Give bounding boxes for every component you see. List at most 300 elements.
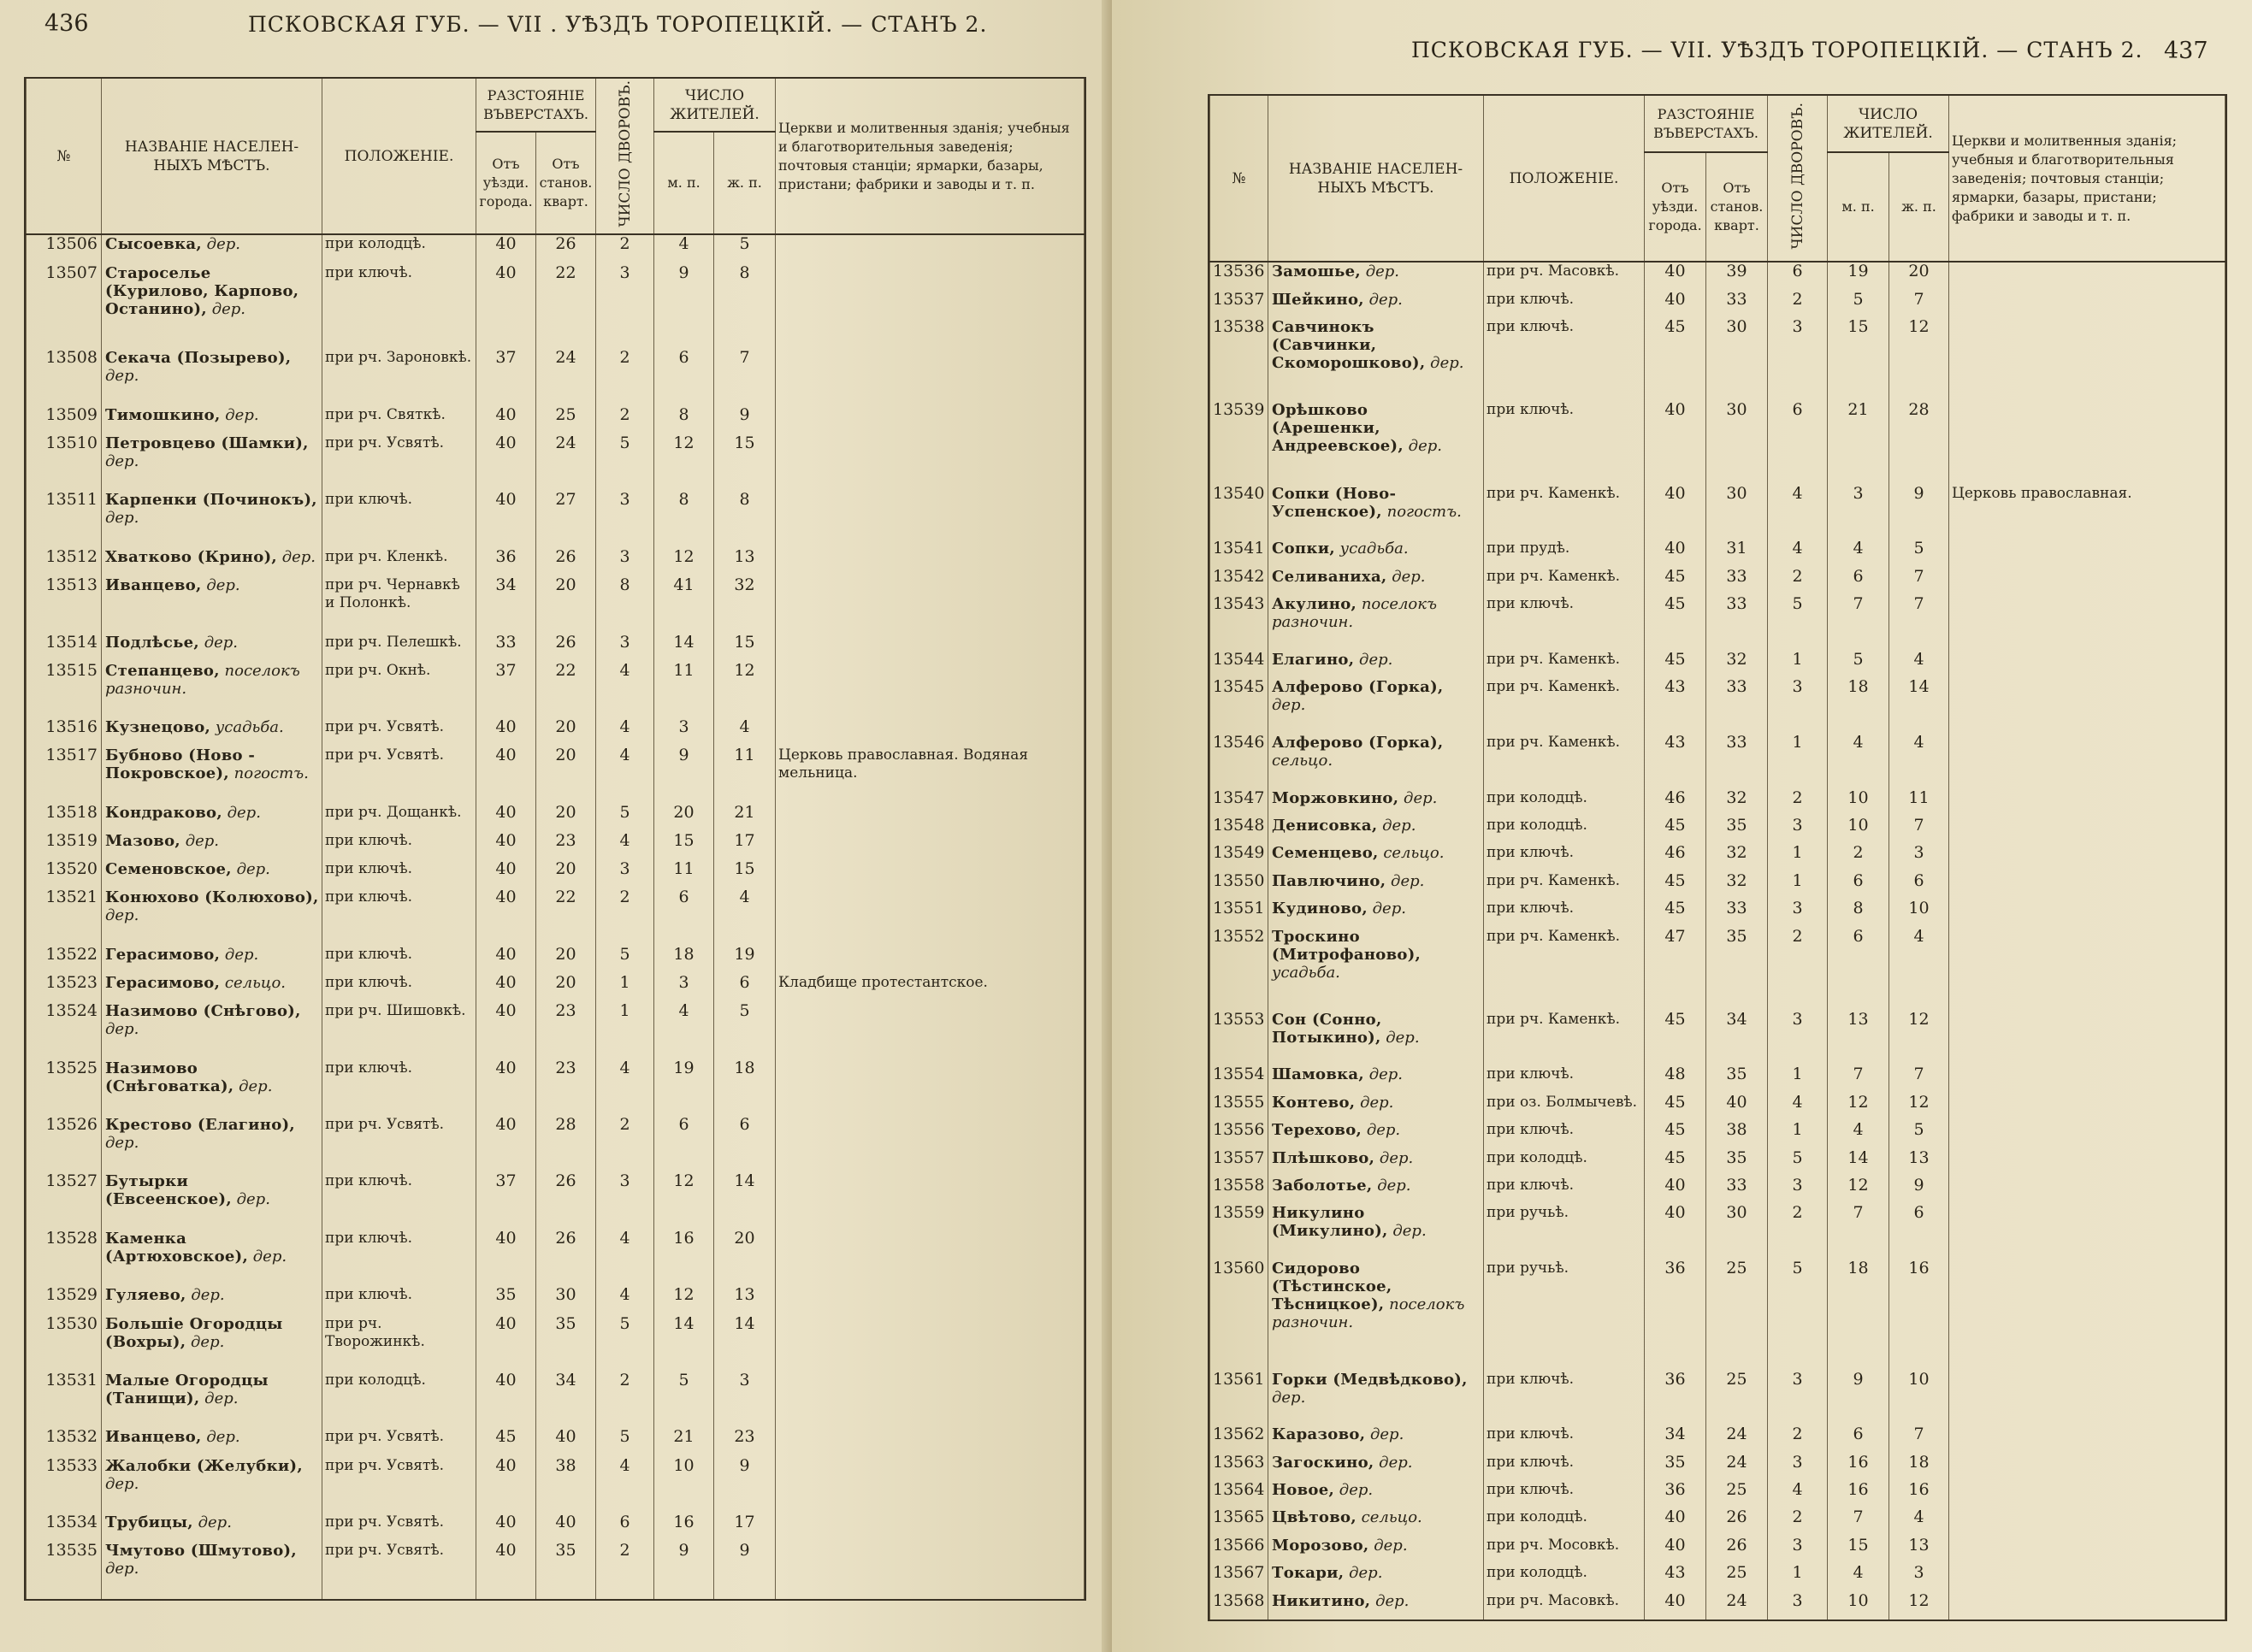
distance-stan: 35 [536,1315,596,1372]
table-row [1210,401,2225,484]
table-row [27,548,1085,576]
distance-stan: 24 [536,434,596,491]
place-position: при ключѣ. [322,491,476,547]
female-count: 7 [1889,817,1949,844]
place-name-text: Каменка (Артюховское), [105,1229,249,1266]
distance-city: 40 [1645,401,1706,484]
notes-cell [1949,1094,2225,1121]
place-type: дер. [252,1247,287,1266]
col-female: ж. п. [1889,152,1949,262]
distance-stan: 33 [1706,734,1768,789]
col-no: № [27,79,102,234]
distance-city: 37 [476,1172,536,1229]
male-count: 4 [1828,734,1889,789]
female-count: 11 [714,746,776,803]
place-position: при рч. Каменкѣ. [1484,651,1645,678]
notes-cell [776,718,1085,746]
male-count: 12 [1828,1094,1889,1121]
distance-city: 45 [1645,651,1706,678]
distance-city: 40 [476,888,536,945]
yard-count: 3 [1768,1537,1828,1564]
place-name [102,576,322,633]
table-row [1210,540,2225,567]
row-number: 13511 [27,491,102,547]
table-row [1210,817,2225,844]
distance-city: 45 [1645,1011,1706,1066]
place-name [1268,1260,1484,1371]
distance-stan: 24 [1706,1592,1768,1620]
female-count: 20 [1889,262,1949,291]
yard-count: 3 [596,491,654,547]
place-name-text: Алферово (Горка), [1272,733,1444,752]
place-position: при ключѣ. [322,888,476,945]
col-distance: РАЗСТОЯНІЕ ВЪВЕРСТАХЪ. [1645,96,1768,152]
male-count: 21 [654,1428,714,1456]
place-name-text: Кондраково, [105,803,222,822]
table-row [27,946,1085,974]
female-count: 7 [714,349,776,405]
female-count: 19 [714,946,776,974]
row-number: 13554 [1210,1065,1268,1093]
place-name [102,406,322,434]
place-type: дер. [1272,696,1306,715]
place-name [1268,540,1484,567]
place-name [1268,651,1484,678]
place-type: дер. [281,547,316,566]
distance-city: 40 [476,718,536,746]
distance-city: 36 [1645,1260,1706,1371]
male-count: 4 [654,1002,714,1059]
place-position: при рч. Каменкѣ. [1484,485,1645,540]
female-count: 9 [714,1457,776,1513]
notes-cell [776,888,1085,945]
female-count: 9 [1889,485,1949,540]
notes-cell [776,1428,1085,1456]
place-name-text: Денисовка, [1272,817,1378,835]
place-position: при ключѣ. [1484,1371,1645,1426]
notes-cell [776,548,1085,576]
yard-count: 3 [596,634,654,662]
female-count: 4 [1889,651,1949,678]
distance-city: 36 [1645,1371,1706,1426]
row-number: 13541 [1210,540,1268,567]
male-count: 12 [654,434,714,491]
male-count: 6 [654,349,714,405]
place-position: при рч. Усвятѣ. [322,1428,476,1456]
place-name-text: Троскино (Митрофаново), [1272,927,1422,964]
yard-count: 3 [596,548,654,576]
row-number: 13509 [27,406,102,434]
distance-stan: 32 [1706,844,1768,871]
table-row [1210,844,2225,871]
yard-count: 5 [1768,595,1828,651]
table-row [27,1457,1085,1513]
male-count: 16 [1828,1454,1889,1481]
male-count: 19 [654,1059,714,1116]
female-count: 32 [714,576,776,633]
table-row [1210,734,2225,789]
male-count: 2 [1828,844,1889,871]
place-type: дер. [1430,354,1464,373]
table-row [1210,1204,2225,1260]
place-position: при рч. Пелешкѣ. [322,634,476,662]
male-count: 41 [654,576,714,633]
female-count: 17 [714,832,776,860]
place-position: при ключѣ. [322,832,476,860]
distance-city: 45 [1645,900,1706,927]
place-name [102,1230,322,1286]
row-number: 13564 [1210,1481,1268,1508]
place-name [102,1172,322,1229]
place-type: дер. [105,1020,139,1039]
place-type: усадьба. [1339,540,1409,558]
place-position: при ключѣ. [1484,1454,1645,1481]
place-type: дер. [1377,1176,1411,1195]
place-name-text: Токари, [1272,1564,1345,1583]
row-number: 13516 [27,718,102,746]
col-position: ПОЛОЖЕНІЕ. [1484,96,1645,262]
male-count: 11 [654,860,714,888]
place-type: дер. [1404,788,1438,807]
notes-cell [1949,1204,2225,1260]
place-name [1268,1371,1484,1426]
place-name-text: Кузнецово, [105,718,211,737]
yard-count: 2 [1768,1508,1828,1536]
place-position: при рч. Святкѣ. [322,406,476,434]
table-row [27,1372,1085,1428]
table-row [1210,1065,2225,1093]
place-name [102,234,322,264]
place-type: дер. [211,299,245,318]
distance-city: 40 [1645,1592,1706,1620]
place-name [102,746,322,803]
place-name [1268,817,1484,844]
distance-stan: 22 [536,662,596,718]
row-number: 13553 [1210,1011,1268,1066]
place-position: при ключѣ. [1484,401,1645,484]
distance-city: 40 [476,434,536,491]
place-name [102,1372,322,1428]
row-number: 13510 [27,434,102,491]
female-count: 4 [714,888,776,945]
distance-stan: 30 [536,1286,596,1314]
place-type: сельцо. [224,974,287,993]
table-row [27,349,1085,405]
row-number: 13527 [27,1172,102,1229]
place-name [102,946,322,974]
col-name: НАЗВАНІЕ НАСЕЛЕН- НЫХЪ МѢСТЪ. [102,79,322,234]
yard-count: 2 [596,1116,654,1172]
yard-count: 4 [596,746,654,803]
place-name [102,974,322,1002]
male-count: 3 [654,974,714,1002]
place-name [102,1286,322,1314]
place-name-text: Никитино, [1272,1591,1371,1610]
distance-city: 45 [1645,1149,1706,1177]
distance-stan: 39 [1706,262,1768,291]
place-name [1268,789,1484,817]
table-row [1210,900,2225,927]
place-position: при рч. Каменкѣ. [1484,568,1645,595]
row-number: 13519 [27,832,102,860]
yard-count: 5 [596,434,654,491]
male-count: 6 [1828,872,1889,900]
distance-stan: 30 [1706,485,1768,540]
place-name [102,1059,322,1116]
female-count: 7 [1889,1065,1949,1093]
distance-stan: 25 [1706,1260,1768,1371]
table-row [1210,1260,2225,1371]
male-count: 20 [654,804,714,832]
place-type: дер. [105,1134,139,1153]
place-type: дер. [236,1190,270,1209]
place-type: дер. [204,1389,239,1407]
place-position: при ключѣ. [1484,900,1645,927]
place-name-text: Шейкино, [1272,290,1364,309]
distance-city: 40 [476,832,536,860]
place-position: при рч. Окнѣ. [322,662,476,718]
distance-stan: 33 [1706,568,1768,595]
yard-count: 5 [596,1428,654,1456]
place-name [1268,595,1484,651]
distance-city: 37 [476,662,536,718]
row-number: 13517 [27,746,102,803]
distance-stan: 20 [536,718,596,746]
distance-city: 45 [1645,1094,1706,1121]
place-name-text: Староселье (Курилово, Карпово, Останино), [105,263,299,318]
male-count: 15 [654,832,714,860]
table-row [1210,789,2225,817]
place-name-text: Хватково (Крино), [105,547,277,566]
notes-cell [1949,1454,2225,1481]
female-count: 10 [1889,1371,1949,1426]
male-count: 19 [1828,262,1889,291]
row-number: 13528 [27,1230,102,1286]
place-name [1268,1564,1484,1591]
row-number: 13524 [27,1002,102,1059]
male-count: 18 [654,946,714,974]
place-name-text: Контево, [1272,1093,1356,1112]
distance-city: 46 [1645,789,1706,817]
row-number: 13533 [27,1457,102,1513]
place-name-text: Тимошкино, [105,405,221,424]
notes-cell [1949,1564,2225,1591]
place-name-text: Чмутово (Шмутово), [105,1542,297,1561]
place-position: при ключѣ. [322,946,476,974]
col-male: м. п. [1828,152,1889,262]
place-type: дер. [224,945,259,964]
place-type: дер. [1359,650,1393,669]
distance-city: 40 [476,860,536,888]
notes-cell [1949,1121,2225,1148]
place-name-text: Семенцево, [1272,844,1379,863]
row-number: 13530 [27,1315,102,1372]
yard-count: 1 [1768,1564,1828,1591]
place-name [1268,1177,1484,1204]
row-number: 13551 [1210,900,1268,927]
place-position: при рч. Мосовкѣ. [1484,1537,1645,1564]
place-type: дер. [1382,817,1416,835]
place-type: дер. [1379,1148,1414,1167]
row-number: 13547 [1210,789,1268,817]
male-count: 21 [1828,401,1889,484]
distance-stan: 35 [1706,817,1768,844]
table-row [1210,872,2225,900]
place-name-text: Семеновское, [105,860,232,879]
place-name [102,888,322,945]
distance-city: 35 [1645,1454,1706,1481]
page-header: ПСКОВСКАЯ ГУБ. — VII. УѢЗДЪ ТОРОПЕЦКІЙ. — СТАНЪ 2. [1411,38,2143,62]
place-name-text: Жалобки (Желубки), [105,1456,303,1475]
gazetteer-table [1208,94,2227,1621]
female-count: 4 [714,718,776,746]
row-number: 13542 [1210,568,1268,595]
place-type: дер. [1349,1564,1383,1583]
distance-city: 40 [476,1230,536,1286]
place-type: дер. [105,906,139,925]
place-name-text: Секача (Позырево), [105,349,292,368]
table-row [27,576,1085,633]
row-number: 13525 [27,1059,102,1116]
notes-cell [776,1457,1085,1513]
distance-stan: 25 [1706,1371,1768,1426]
place-name-text: Морозово, [1272,1536,1369,1555]
place-name-text: Сопки, [1272,540,1335,558]
distance-city: 40 [476,1372,536,1428]
place-name-text: Подлѣсье, [105,633,199,652]
row-number: 13520 [27,860,102,888]
notes-cell [1949,540,2225,567]
yard-count: 4 [596,1286,654,1314]
yard-count: 6 [1768,262,1828,291]
place-name [102,1315,322,1372]
row-number: 13514 [27,634,102,662]
place-position: при ключѣ. [1484,1425,1645,1453]
notes-cell [1949,1011,2225,1066]
place-name-text: Назимово (Снѣговатка), [105,1059,234,1095]
col-yards: ЧИСЛО ДВОРОВЪ. [616,80,634,227]
place-type: погостъ. [233,764,309,783]
distance-city: 45 [1645,872,1706,900]
notes-cell [1949,291,2225,318]
place-position: при ключѣ. [322,860,476,888]
place-name [102,1457,322,1513]
male-count: 6 [1828,928,1889,1011]
male-count: 10 [1828,789,1889,817]
distance-stan: 32 [1706,789,1768,817]
place-position: при ручьѣ. [1484,1260,1645,1371]
yard-count: 1 [1768,1065,1828,1093]
place-name-text: Заболотье, [1272,1176,1373,1195]
place-position: при ключѣ. [1484,1065,1645,1093]
place-name [102,1428,322,1456]
male-count: 5 [1828,651,1889,678]
distance-stan: 35 [1706,1065,1768,1093]
distance-stan: 25 [1706,1481,1768,1508]
place-name-text: Сон (Сонно, Потыкино), [1272,1010,1382,1047]
table-row [27,1059,1085,1116]
place-name [1268,291,1484,318]
distance-city: 40 [476,946,536,974]
notes-cell [776,1059,1085,1116]
place-position: при рч. Каменкѣ. [1484,678,1645,734]
female-count: 16 [1889,1260,1949,1371]
table-row [1210,291,2225,318]
female-count: 14 [714,1315,776,1372]
yard-count: 6 [1768,401,1828,484]
male-count: 11 [654,662,714,718]
place-position: при ключѣ. [322,974,476,1002]
female-count: 12 [1889,1094,1949,1121]
place-position: при оз. Болмычевѣ. [1484,1094,1645,1121]
female-count: 20 [714,1230,776,1286]
yard-count: 2 [596,888,654,945]
yard-count: 2 [1768,789,1828,817]
place-name-text: Никулино (Микулино), [1272,1204,1388,1241]
place-position: при ключѣ. [1484,844,1645,871]
table-row [27,1002,1085,1059]
place-position: при ключѣ. [322,264,476,350]
place-type: дер. [239,1077,273,1095]
table-row [1210,1592,2225,1620]
yard-count: 1 [1768,872,1828,900]
row-number: 13536 [1210,262,1268,291]
place-type: дер. [191,1286,225,1305]
place-name-text: Большіе Огородцы (Вохры), [105,1314,283,1351]
place-name-text: Горки (Медвѣдково), [1272,1370,1468,1389]
place-type: дер. [206,576,240,595]
place-type: дер. [105,367,139,386]
place-position: при рч. Усвятѣ. [322,1513,476,1542]
row-number: 13532 [27,1428,102,1456]
place-type: сельцо. [1272,751,1333,770]
yard-count: 2 [1768,1204,1828,1260]
place-name [1268,1425,1484,1453]
yard-count: 5 [596,804,654,832]
notes-cell [776,804,1085,832]
place-position: при ключѣ. [322,1172,476,1229]
place-position: при рч. Усвятѣ. [322,746,476,803]
notes-cell [1949,1177,2225,1204]
col-dist-stan: Отъ станов. кварт. [1706,152,1768,262]
row-number: 13538 [1210,318,1268,401]
place-name [1268,1094,1484,1121]
place-position: при рч. Усвятѣ. [322,434,476,491]
place-type: дер. [1368,290,1403,309]
distance-stan: 30 [1706,318,1768,401]
place-position: при ключѣ. [1484,1121,1645,1148]
distance-city: 40 [1645,1177,1706,1204]
female-count: 5 [1889,1121,1949,1148]
notes-cell [1949,1537,2225,1564]
notes-cell [1949,734,2225,789]
yard-count: 2 [596,1372,654,1428]
place-type: дер. [1375,1591,1410,1610]
female-count: 28 [1889,401,1949,484]
row-number: 13545 [1210,678,1268,734]
notes-cell [776,662,1085,718]
place-position: при колодцѣ. [1484,789,1645,817]
female-count: 6 [714,974,776,1002]
distance-city: 40 [476,1059,536,1116]
place-position: при рч. Усвятѣ. [322,718,476,746]
distance-stan: 34 [536,1372,596,1428]
row-number: 13567 [1210,1564,1268,1591]
place-position: при ключѣ. [1484,291,1645,318]
table-row [1210,1564,2225,1591]
distance-stan: 22 [536,264,596,350]
row-number: 13563 [1210,1454,1268,1481]
